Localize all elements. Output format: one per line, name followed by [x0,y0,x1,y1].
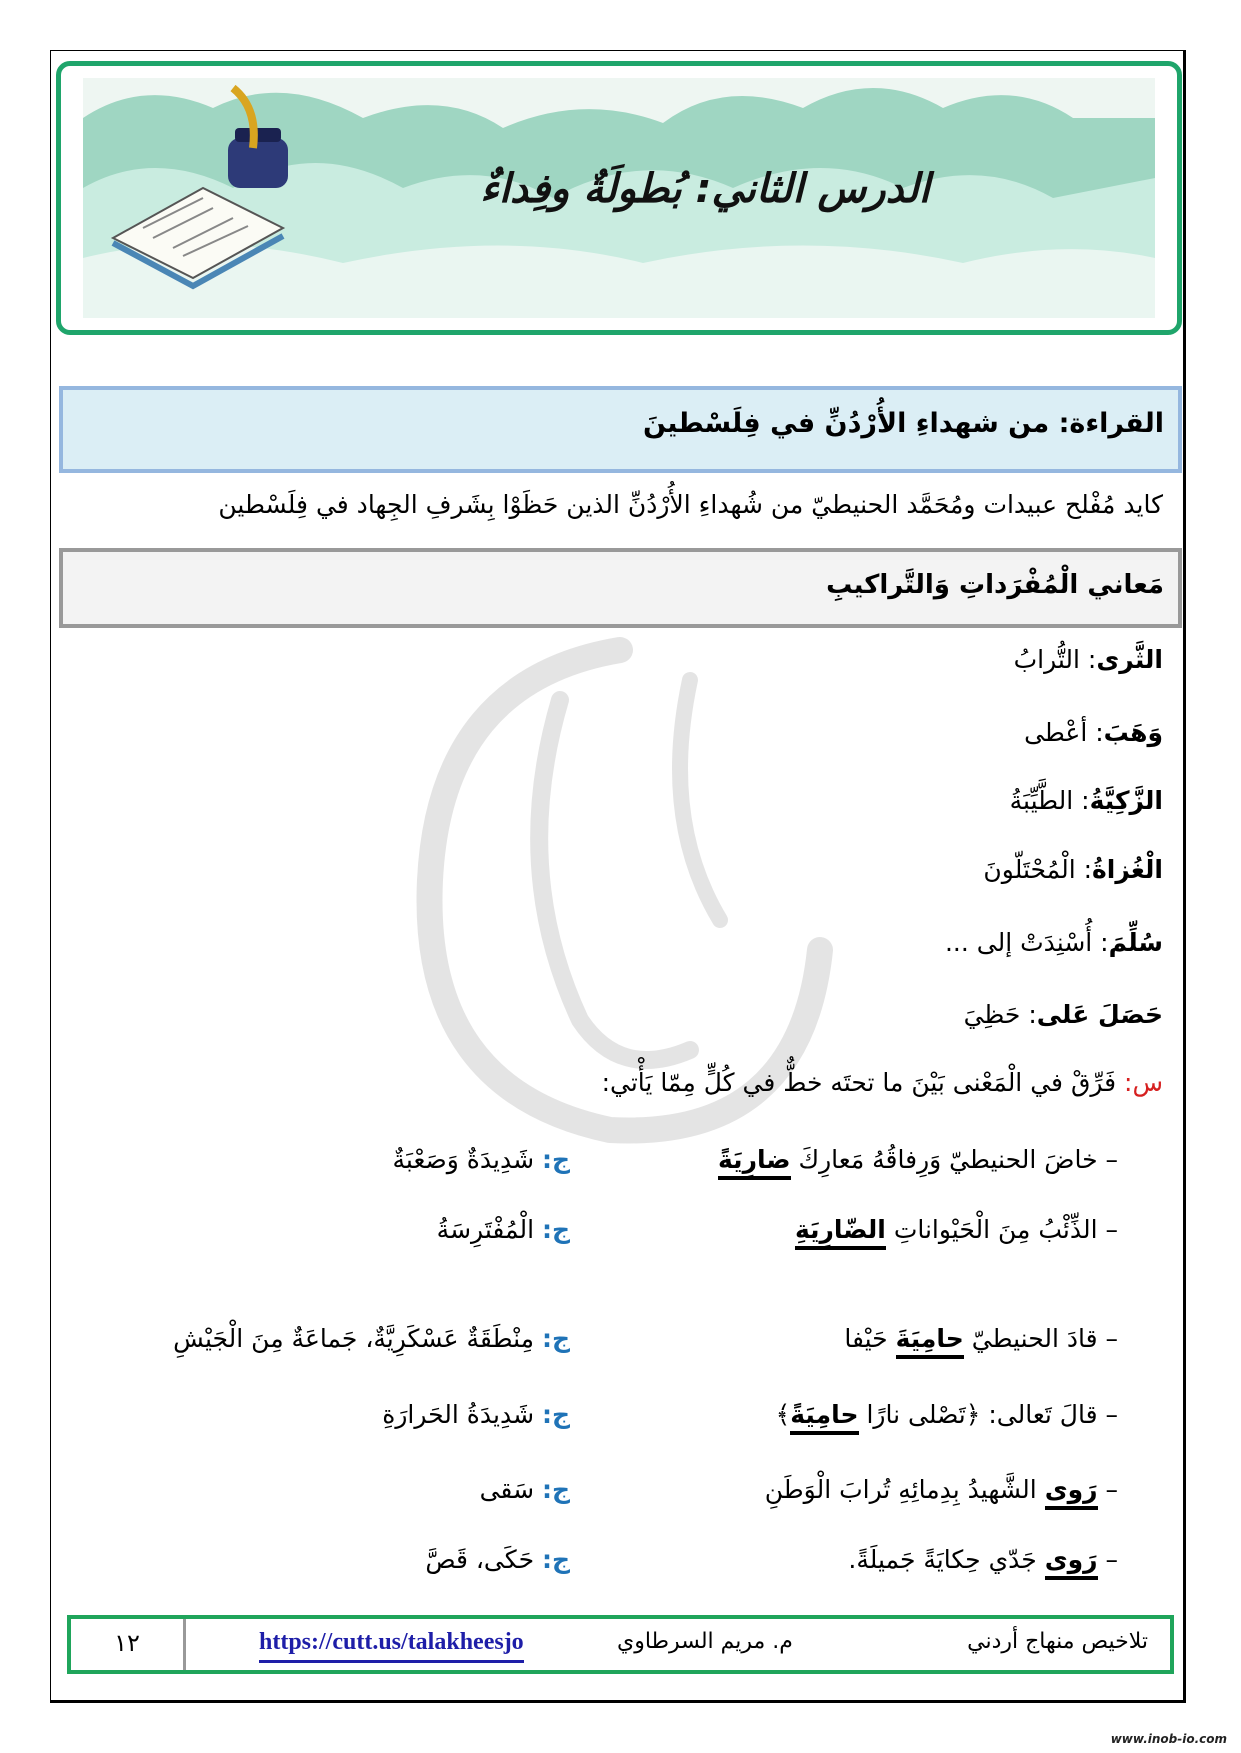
vocab-item: الزَّكِيَّةُ: الطَّيِّبَةُ [1009,786,1163,815]
underlined-word: حامِيَةَ [896,1324,964,1359]
vocab-item: سُلِّمَ: أُسْنِدَتْ إلى ... [944,928,1163,957]
underlined-word: رَوى [1045,1545,1098,1580]
question [602,1068,1163,1097]
page-number: ١٢ [114,1629,140,1657]
vocab-word: سُلِّمَ [1108,928,1163,957]
answer: ج: سَقى [479,1475,570,1504]
vocab-item: وَهَبَ: أعْطى [1024,718,1163,747]
vocab-meaning: أعْطى [1024,718,1088,747]
vocab-item: الْغُزاةُ: الْمُحْتَلّونَ [983,855,1163,884]
vocab-item: حَصَلَ عَلى: حَظِيَ [963,1000,1163,1029]
intro-sentence: كايد مُفْلح عبيدات ومُحَمَّد الحنيطيّ من شُهداءِ الأُرْدُنِّ الذين حَظَوْا بِشَرفِ الجِهاد في فِلَسْطين [218,490,1163,519]
reading-title: القراءة: من شهداءِ الأُرْدُنِّ في فِلَسْطينَ [642,408,1164,439]
footer-divider [183,1619,186,1670]
vocab-word: حَصَلَ عَلى [1036,1000,1163,1029]
underlined-word: الضّارِيَةِ [795,1215,886,1250]
footer-link[interactable]: https://cutt.us/talakheesjo [259,1629,524,1663]
example-sentence: – خاضَ الحنيطيّ وَرِفاقُهُ مَعارِكَ ضارِيَةً [718,1145,1118,1174]
example-sentence: – قالَ تَعالى: ﴿تَصْلى نارًا حامِيَةً﴾ [776,1400,1118,1429]
vocab-meaning: أُسْنِدَتْ إلى ... [944,928,1093,957]
footer-author: م. مريم السرطاوي [617,1629,793,1654]
example-sentence: – رَوى جَدّي حِكايَةً جَميلَةً. [848,1545,1118,1574]
underlined-word: حامِيَةً [790,1400,858,1435]
answer: ج: شَدِيدَةٌ وَصَعْبَةٌ [392,1145,570,1174]
answer: ج: مِنْطَقَةٌ عَسْكَرِيَّةٌ، جَماعَةٌ مِنَ الْجَيْشِ [173,1324,570,1353]
example-sentence: – قادَ الحنيطيّ حامِيَةَ حَيْفا [844,1324,1118,1353]
example-sentence: – رَوى الشَّهيدُ بِدِمائِهِ تُرابَ الْوَطَنِ [765,1475,1118,1504]
vocab-meaning: الْمُحْتَلّونَ [983,855,1076,884]
answer: ج: شَدِيدَةُ الحَرارَةِ [382,1400,570,1429]
footer [67,1615,1174,1674]
vocab-item: الثَّرى: التُّرابُ [1013,645,1163,674]
vocab-meaning: الطَّيِّبَةُ [1009,786,1074,815]
footer-brand: تلاخيص منهاج أردني [967,1629,1148,1654]
vocab-title: مَعاني الْمُفْرَداتِ وَالتَّراكيبِ [826,570,1164,600]
vocab-meaning: التُّرابُ [1013,645,1080,674]
lesson-banner [56,61,1182,335]
vocab-word: الْغُزاةُ [1092,855,1163,884]
question-marker: س: [1124,1068,1163,1097]
reading-header [59,386,1182,473]
question-text: فَرِّقْ في الْمَعْنى بَيْنَ ما تحتَه خطٌّ في كُلٍّ مِمّا يَأْتي: [601,1068,1117,1097]
lesson-title: الدرس الثاني: بُطولَةٌ وفِداءٌ [480,166,930,212]
vocab-meaning: حَظِيَ [963,1000,1021,1029]
underlined-word: ضارِيَةً [718,1145,791,1180]
answer: ج: الْمُفْتَرِسَةُ [436,1215,570,1244]
underlined-word: رَوى [1045,1475,1098,1510]
answer: ج: حَكَى، قَصَّ [425,1545,570,1574]
example-sentence: – الذِّئْبُ مِنَ الْحَيْواناتِ الضّارِيَةِ [795,1215,1118,1244]
vocab-word: الثَّرى [1096,645,1163,674]
site-watermark: www.inob-io.com [1110,1732,1227,1746]
vocab-header [59,548,1182,628]
vocab-word: الزَّكِيَّةُ [1089,786,1163,815]
vocab-word: وَهَبَ [1103,718,1163,747]
